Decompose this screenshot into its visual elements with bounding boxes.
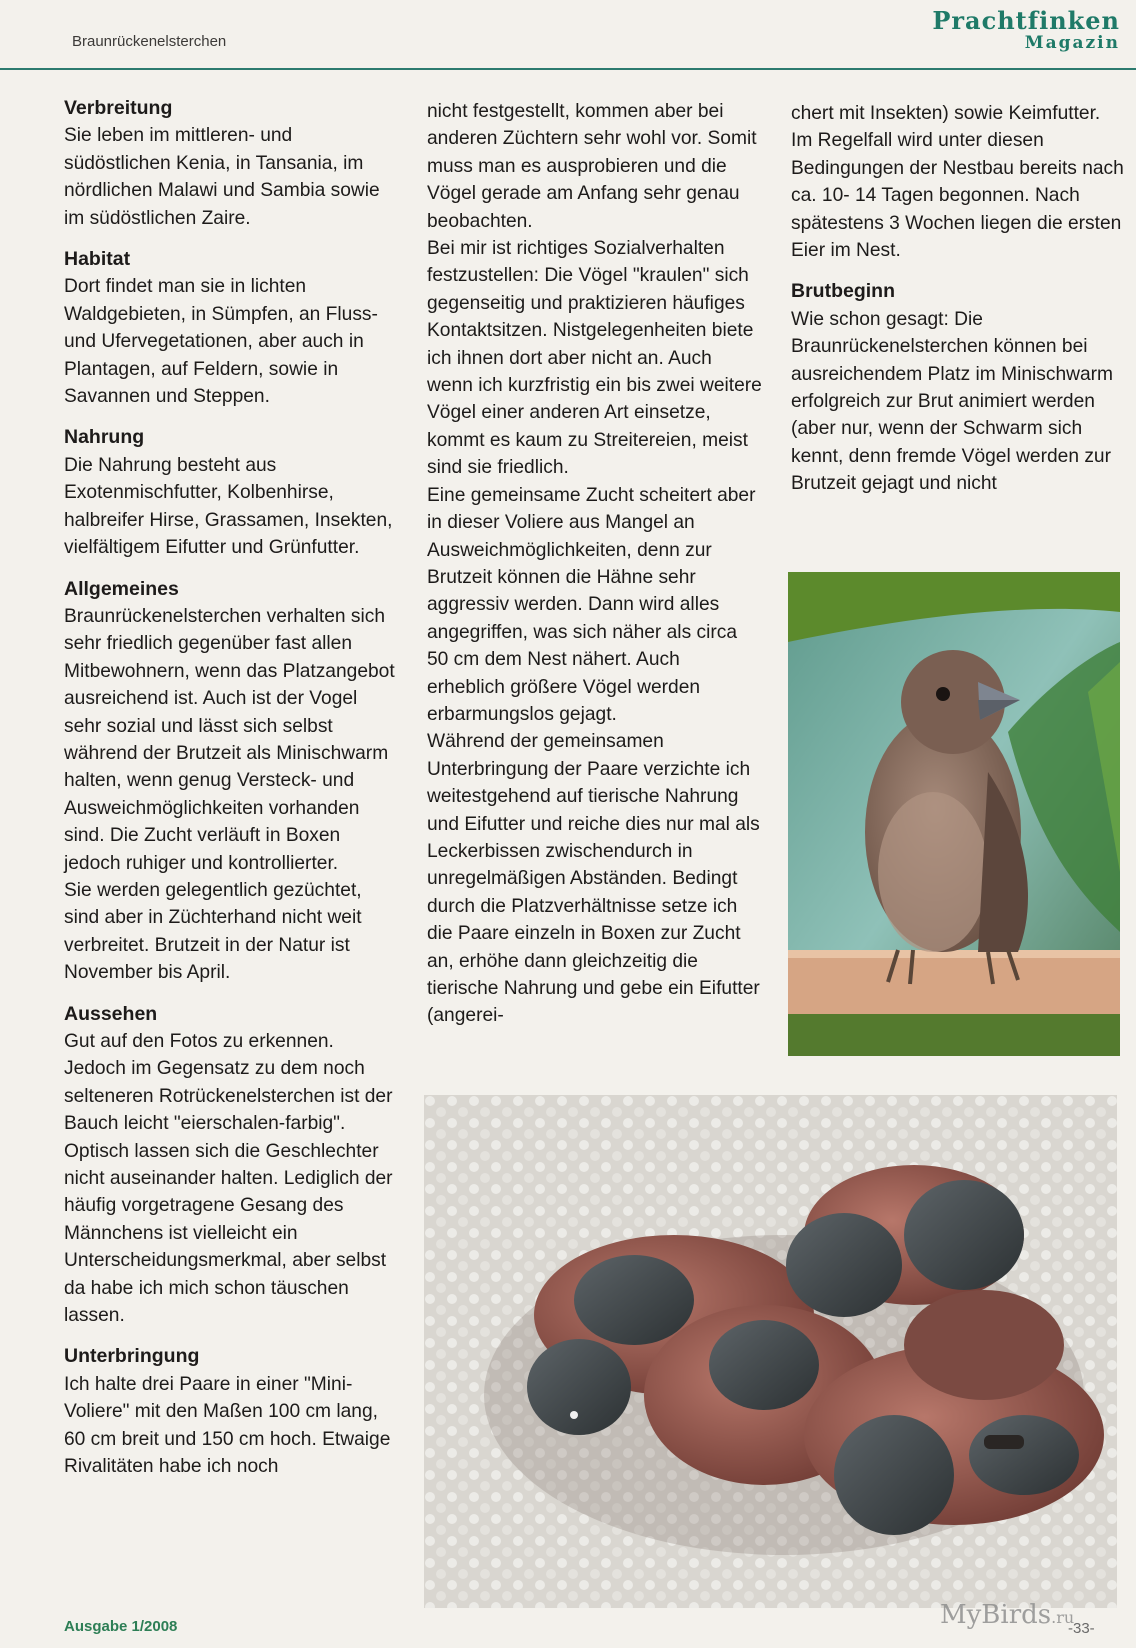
section-heading: Brutbeginn [791,280,895,303]
paragraph: Gut auf den Fotos zu erkennen. Jedoch im Gegensatz zu dem noch selteneren Rotrückenelsterchen ist der Bauch leicht "eierschalen-farbig". [64,1031,393,1135]
paragraph: Optisch lassen sich die Geschlechter nicht auseinander halten. Lediglich der häufig vorgetragene Gesang des Männchens ist vielleicht ein Unterscheidungsmerkmal, aber selbst da habe ich mich schon täuschen lassen. [64,1140,393,1327]
watermark-suffix: .ru [1051,1608,1075,1627]
section-heading: Allgemeines [64,577,179,600]
watermark [940,1600,1074,1630]
column-2 [427,98,762,1030]
magazine-title: Prachtfinken [932,6,1120,35]
paragraph: Ich halte drei Paare in einer "Mini-Voliere" mit den Maßen 100 cm lang, 60 cm breit und 150 cm hoch. Etwaige Rivalitäten habe ich noch [64,1373,391,1478]
section-heading: Unterbringung [64,1345,200,1368]
section-heading: Nahrung [64,426,145,449]
page-number: -33- [1068,1620,1095,1637]
header-rule [0,68,1136,70]
magazine-logo [932,6,1120,53]
watermark-text: MyBirds [940,1600,1052,1630]
paragraph: Bei mir ist richtiges Sozialverhalten festzustellen: Die Vögel "kraulen" sich gegenseitig und praktizieren häufiges Kontaktsitzen. Nistgelegenheiten biete ich ihnen dort aber nicht an. Auch wenn ich kurzfristig ein bis zwei weitere Vögel einer anderen Art einsetze, kommt es kaum zu Streitereien, meist sind sie friedlich. [427,238,762,479]
paragraph: Im Regelfall wird unter diesen Bedingungen der Nestbau bereits nach ca. 10- 14 Tagen begonnen. Nach spätestens 3 Wochen liegen die ersten Eier im Nest. [791,130,1124,262]
paragraph: Wie schon gesagt: Die Braunrückenelsterchen können bei ausreichendem Platz im Minischwarm erfolgreich zur Brut animiert werden (aber nur, wenn der Schwarm sich kennt, denn fremde Vögel werden zur Brutzeit gejagt und nicht [791,308,1114,495]
paragraph: nicht festgestellt, kommen aber bei anderen Züchtern sehr wohl vor. Somit muss man es ausprobieren und die Vögel gerade am Anfang sehr genau beobachten. [427,101,757,232]
column-1 [64,95,399,1481]
paragraph: Braunrückenelsterchen verhalten sich sehr friedlich gegenüber fast allen Mitbewohnern, wenn das Platzangebot ausreichend ist. Auch ist der Vogel sehr sozial und lässt sich selbst während der Brutzeit als Minischwarm halten, wenn genug Versteck- und Ausweichmöglichkeiten vorhanden sind. Die Zucht verläuft in Boxen jedoch ruhiger und kontrollierter. [64,605,395,874]
paragraph: Sie werden gelegentlich gezüchtet, sind aber in Züchterhand nicht weit verbreitet. Brutzeit in der Natur ist November bis April. [64,879,362,984]
paragraph: Die Nahrung besteht aus Exotenmischfutter, Kolbenhirse, halbreifer Hirse, Grassamen, Insekten, vielfältigem Eifutter und Grünfutter. [64,454,393,559]
column-3 [791,100,1124,498]
section-heading: Verbreitung [64,97,173,119]
magazine-subtitle: Magazin [1024,33,1120,53]
section-heading: Habitat [64,248,131,271]
section-heading: Aussehen [64,1002,158,1025]
issue-label: Ausgabe 1/2008 [64,1618,178,1635]
paragraph: chert mit Insekten) sowie Keimfutter. [791,103,1101,124]
photo-adult-bird [788,572,1120,1056]
paragraph: Sie leben im mittleren- und südöstlichen Kenia, in Tansania, im nördlichen Malawi und Sambia sowie im südöstlichen Zaire. [64,125,380,229]
running-head: Braunrückenelsterchen [72,33,227,50]
paragraph: Dort findet man sie in lichten Waldgebieten, in Sümpfen, an Fluss- und Ufervegetationen, aber auch in Plantagen, auf Feldern, sowie in Savannen und Steppen. [64,276,378,408]
paragraph: Während der gemeinsamen Unterbringung der Paare verzichte ich weitestgehend auf tierische Nahrung und Eifutter und reiche dies nur mal als Leckerbissen zwischendurch in unregelmäßigen Abständen. Bedingt durch die Platzverhältnisse setze ich die Paare einzeln in Boxen zur Zucht an, erhöhe dann gleichzeitig die tierische Nahrung und gebe ein Eifutter (angerei- [427,731,760,1027]
photo-chicks [424,1095,1117,1608]
paragraph: Eine gemeinsame Zucht scheitert aber in dieser Voliere aus Mangel an Ausweichmöglichkeiten, denn zur Brutzeit können die Hähne sehr aggressiv werden. Dann wird alles angegriffen, was sich näher als circa 50 cm dem Nest nähert. Auch erheblich größere Vögel werden erbarmungslos gejagt. [427,484,756,725]
